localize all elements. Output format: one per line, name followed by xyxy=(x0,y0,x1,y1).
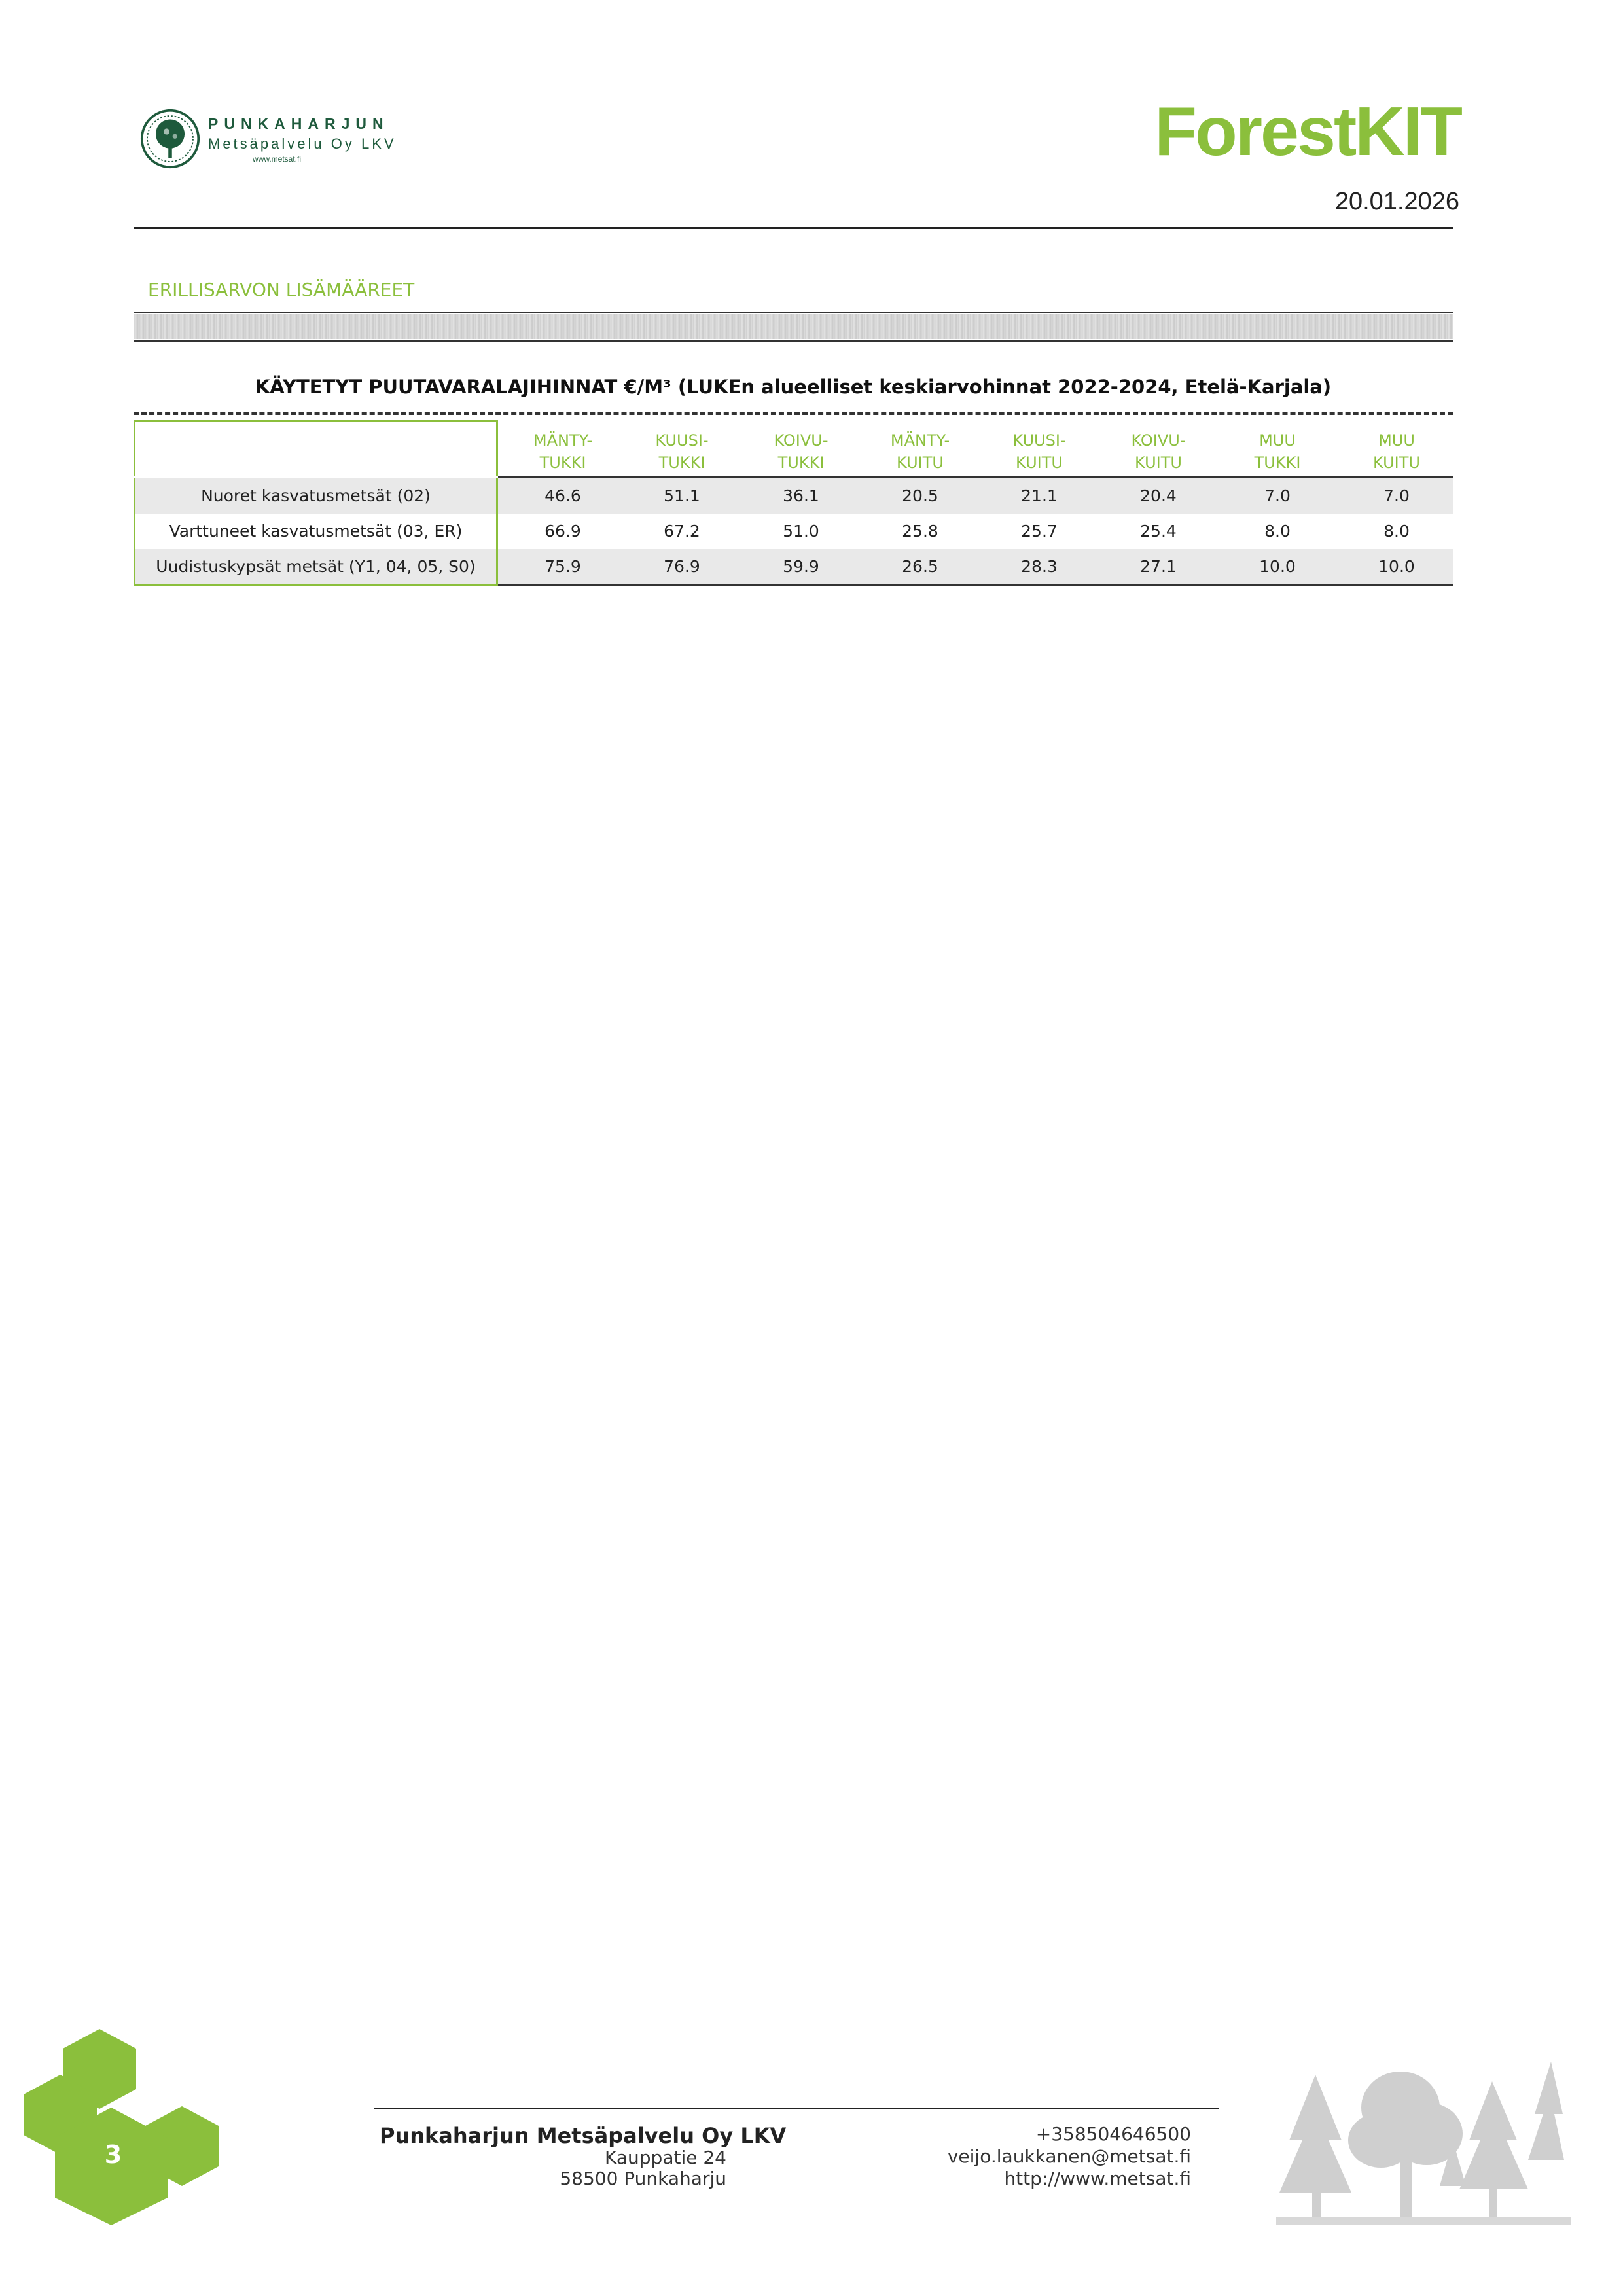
brand-logo: ForestKIT xyxy=(1154,93,1461,170)
table-cell: 59.9 xyxy=(783,557,819,576)
table-cell: 25.4 xyxy=(1140,522,1177,541)
column-header-line2: KUITU xyxy=(1135,454,1182,472)
column-header xyxy=(990,429,1088,474)
footer-company-name: Punkaharjun Metsäpalvelu Oy LKV xyxy=(380,2123,787,2148)
footer-email: veijo.laukkanen@metsat.fi xyxy=(947,2145,1191,2167)
row-label: Uudistuskypsät metsät (Y1, 04, 05, S0) xyxy=(134,549,498,584)
table-cell: 76.9 xyxy=(664,557,700,576)
table-cell: 27.1 xyxy=(1140,557,1177,576)
table-cell: 51.0 xyxy=(783,522,819,541)
footer-phone: +358504646500 xyxy=(1035,2123,1191,2145)
column-header xyxy=(752,429,850,474)
footer-website: http://www.metsat.fi xyxy=(1004,2168,1191,2189)
tree-emblem-icon xyxy=(140,109,200,169)
column-header-line1: MÄNTY- xyxy=(533,431,593,450)
logo-url: www.metsat.fi xyxy=(253,154,302,164)
table-cell: 20.4 xyxy=(1140,486,1177,505)
table-cell: 8.0 xyxy=(1383,522,1410,541)
table-cell: 75.9 xyxy=(544,557,581,576)
table-title-dashed-rule xyxy=(134,412,1453,415)
forest-illustration xyxy=(1276,2062,1571,2225)
document-date: 20.01.2026 xyxy=(1334,188,1459,215)
footer-postal: 58500 Punkaharju xyxy=(560,2168,726,2189)
row-label: Varttuneet kasvatusmetsät (03, ER) xyxy=(134,514,498,549)
column-header xyxy=(514,429,612,474)
column-header xyxy=(1228,429,1327,474)
header-divider xyxy=(134,227,1453,229)
logo-company-subtitle: Metsäpalvelu Oy LKV xyxy=(208,135,397,152)
table-bottom-rule xyxy=(498,584,1453,586)
table-cell: 67.2 xyxy=(664,522,700,541)
column-header-line1: MUU xyxy=(1378,431,1415,450)
column-header xyxy=(633,429,731,474)
table-cell: 20.5 xyxy=(902,486,938,505)
row-label-bottom-border xyxy=(134,584,498,586)
table-cell: 46.6 xyxy=(544,486,581,505)
table-cell: 10.0 xyxy=(1378,557,1415,576)
column-header-line2: TUKKI xyxy=(658,454,705,472)
table-title: KÄYTETYT PUUTAVARALAJIHINNAT €/M³ (LUKEn alueelliset keskiarvohinnat 2022-2024, Etelä-Karjala) xyxy=(255,376,1332,398)
column-header-line1: KUUSI- xyxy=(655,431,709,450)
table-cell: 10.0 xyxy=(1259,557,1296,576)
footer-street: Kauppatie 24 xyxy=(605,2147,726,2168)
table-cell: 66.9 xyxy=(544,522,581,541)
table-cell: 28.3 xyxy=(1021,557,1058,576)
page-number: 3 xyxy=(104,2140,122,2169)
table-cell: 7.0 xyxy=(1383,486,1410,505)
table-cell: 26.5 xyxy=(902,557,938,576)
logo-company-name: PUNKAHARJUN xyxy=(208,115,389,132)
column-header-line2: TUKKI xyxy=(539,454,586,472)
column-header xyxy=(1347,429,1446,474)
column-header-line1: KUUSI- xyxy=(1012,431,1066,450)
table-cell: 51.1 xyxy=(664,486,700,505)
column-header-line2: TUKKI xyxy=(777,454,825,472)
column-header-line2: KUITU xyxy=(1373,454,1420,472)
column-header-line1: KOIVU- xyxy=(1131,431,1186,450)
column-header-line2: TUKKI xyxy=(1254,454,1301,472)
table-cell: 25.8 xyxy=(902,522,938,541)
table-corner-cell xyxy=(134,420,498,476)
section-title: ERILLISARVON LISÄMÄÄREET xyxy=(148,279,415,300)
column-header-line2: KUITU xyxy=(1016,454,1063,472)
footer-divider xyxy=(374,2108,1219,2109)
hexagon-decoration xyxy=(20,2029,236,2225)
column-header-line2: KUITU xyxy=(897,454,944,472)
column-header-line1: MUU xyxy=(1259,431,1296,450)
column-header xyxy=(1109,429,1207,474)
row-label: Nuoret kasvatusmetsät (02) xyxy=(134,478,498,514)
section-band xyxy=(134,314,1453,339)
table-cell: 8.0 xyxy=(1264,522,1291,541)
column-header xyxy=(871,429,969,474)
table-cell: 25.7 xyxy=(1021,522,1058,541)
section-band-bottom-rule xyxy=(134,340,1453,342)
table-cell: 21.1 xyxy=(1021,486,1058,505)
section-band-top-rule xyxy=(134,312,1453,313)
table-cell: 36.1 xyxy=(783,486,819,505)
table-cell: 7.0 xyxy=(1264,486,1291,505)
column-header-line1: MÄNTY- xyxy=(890,431,950,450)
column-header-line1: KOIVU- xyxy=(774,431,829,450)
